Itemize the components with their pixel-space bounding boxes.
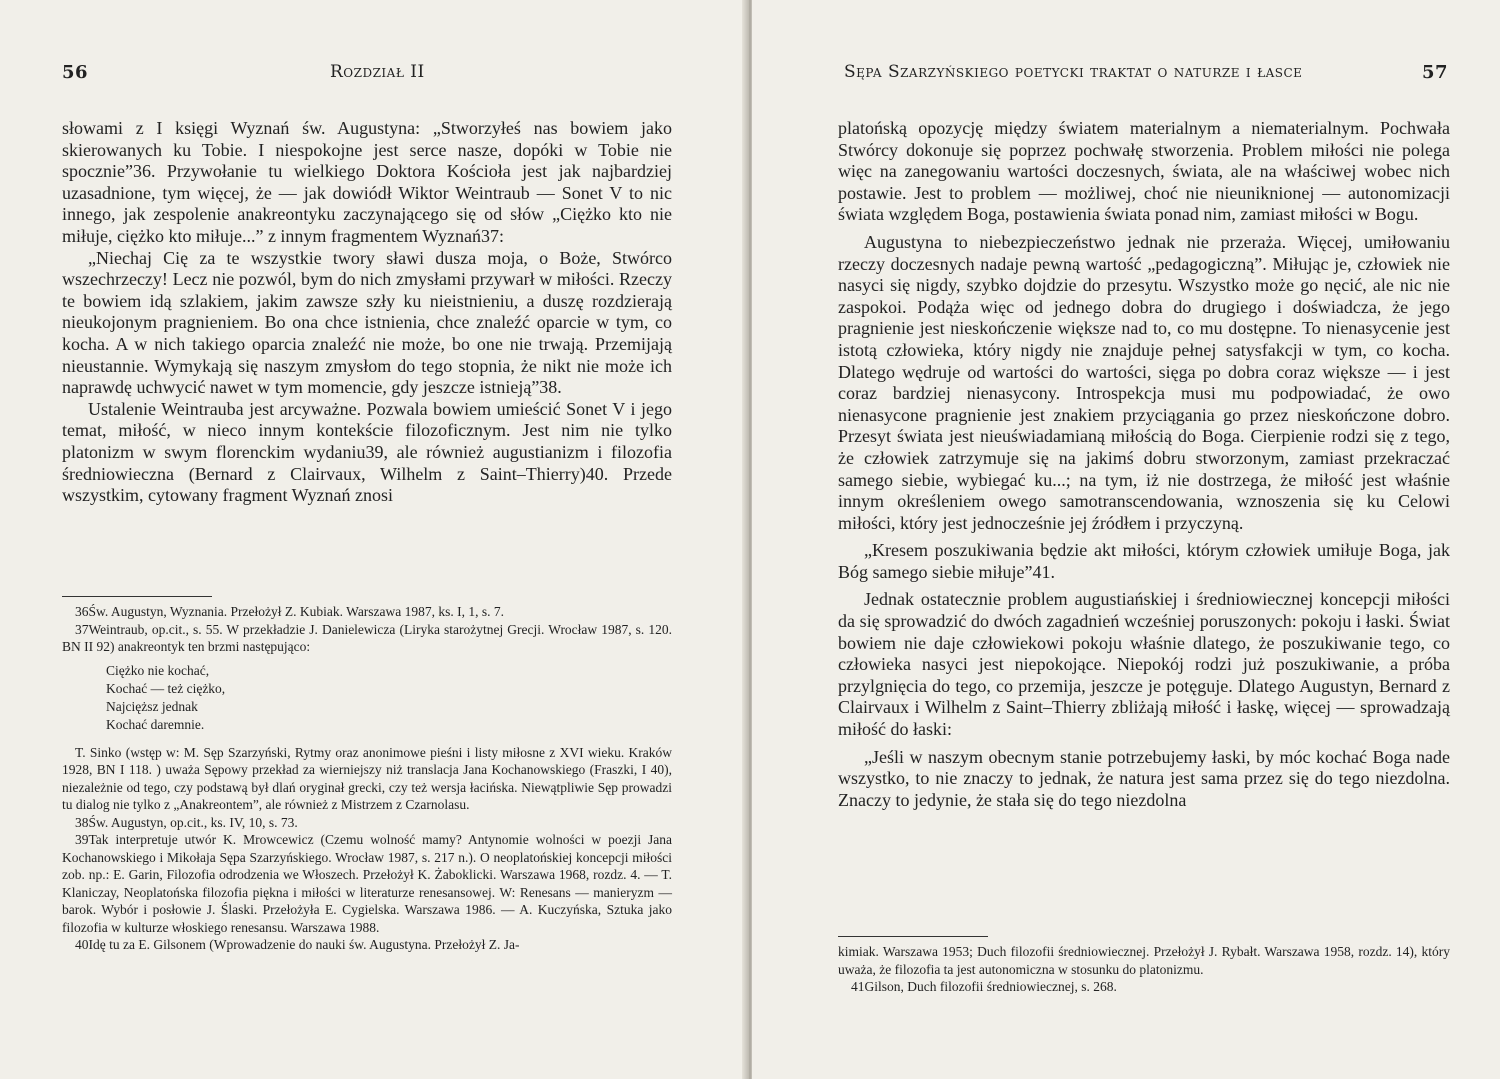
right-page-number: 57 [1422, 62, 1449, 83]
right-paragraph-4: Jednak ostatecznie problem augustiańskiej i średniowiecznej koncepcji miłości da się sprowadzić do dwóch zagadnień wcześniej poruszonych: pokoju i łaski. Świat bowiem nie daje człowiekowi pokoju właśnie dlatego, że poszukiwanie tego, co człowieka nasyci jest niepokojące. Niepokój rodzi już poszukiwanie, a próba przylgnięcia do tego, co przemija, jeszcze je potęguje. Dlatego Augustyn, Bernard z Clairvaux i Wilhelm z Saint–Thierry zbliżają miłość i łaskę, więcej — sprowadzają miłość do łaski: [838, 589, 1450, 740]
left-running-title: Rozdział II [330, 62, 425, 82]
footnote-38: 38Św. Augustyn, op.cit., ks. IV, 10, s. 73. [75, 814, 298, 830]
verse-line: Kochać — też ciężko, [106, 680, 226, 696]
footnote-36: 36Św. Augustyn, Wyznania. Przełożył Z. Kubiak. Warszawa 1987, ks. I, 1, s. 7. [75, 604, 505, 619]
right-paragraph-1: platońską opozycję między światem materialnym a niematerialnym. Pochwała Stwórcy dokonuje się poprzez pochwałę stworzenia. Problem miłości nie polega więc na zanegowaniu wartości doczesnych, świata, ale na właściwej wobec nich postawie. Jest to problem — możliwej, choć nie nieuniknionej — autonomizacji świata względem Boga, postawienia świata ponad nim, zamiast miłości w Bogu. [838, 118, 1450, 225]
right-paragraph-3: „Kresem poszukiwania będzie akt miłości, którym człowiek umiłuje Boga, jak Bóg samego siebie miłuje”41. [838, 540, 1450, 582]
verse-block [106, 662, 672, 734]
footnote-37-continued: T. Sinko (wstęp w: M. Sęp Szarzyński, Rytmy oraz anonimowe pieśni i listy miłosne z XVI wieku. Kraków 1928, BN I 118. ) uważa Sępowy przekład za wierniejszy niż translacja Jana Kochanowskiego (Fraszki, I 40), niezależnie od tego, czy podstawą był dlań oryginał grecki, czy też wersja łacińska. Niewątpliwie Sęp prowadzi tu dialog nie tylko z „Anakreontem”, ale również z Mistrzem z Czarnolasu. [62, 744, 672, 812]
verse-line: Najcięższ jednak [106, 698, 198, 714]
footnote-40-continued: kimiak. Warszawa 1953; Duch filozofii średniowiecznej. Przełożył J. Rybałt. Warszawa 1958, rozdz. 14), który uważa, że filozofia ta jest autonomiczna w stosunku do platonizmu. [838, 944, 1450, 977]
left-page [0, 0, 748, 1079]
footnote-41: 41Gilson, Duch filozofii średniowiecznej, s. 268. [851, 979, 1117, 994]
left-running-head [62, 62, 672, 83]
footnote-rule [838, 936, 988, 937]
footnote-40: 40Idę tu za E. Gilsonem (Wprowadzenie do nauki św. Augustyna. Przełożył Z. Ja- [75, 937, 520, 952]
right-page [752, 0, 1500, 1079]
right-footnotes [838, 936, 1450, 996]
left-paragraph-1: słowami z I księgi Wyznań św. Augustyna: „Stworzyłeś nas bowiem jako skierowanych ku Tobie. I niespokojne jest serce nasze, dopóki w Tobie nie spocznie”36. Przywołanie tu wielkiego Doktora Kościoła jest jak najbardziej uzasadnione, tym więcej, że — jak dowiódł Wiktor Weintraub — Sonet V to nic innego, jak zespolenie anakreontyku zaczynającego się od słów „Ciężko kto nie miłuje, ciężko kto miłuje...” z innym fragmentem Wyznań37: [62, 118, 672, 246]
left-page-number: 56 [62, 62, 89, 83]
left-paragraph-2: „Niechaj Cię za te wszystkie twory sławi dusza moja, o Boże, Stwórco wszechrzeczy! Lecz nie pozwól, bym do nich zmysłami przywarł w miłości. Rzeczy te bowiem idą szlakiem, jakim zawsze szły ku nieistnieniu, a duszę rozdzierają nieukojonym pragnieniem. Bo ona chce istnienia, chce znaleźć oparcie w tym, co kocha. A w nich takiego oparcia znaleźć nie może, bo one nie trwają. Przemijają nieustannie. Wymykają się naszym zmysłom do tego stopnia, że nikt nie może ich naprawdę uchwycić nawet w tym momencie, gdy jeszcze istnieją”38. [62, 247, 672, 398]
footnote-rule [62, 596, 212, 597]
left-footnotes [62, 596, 672, 954]
right-paragraph-5: „Jeśli w naszym obecnym stanie potrzebujemy łaski, by móc kochać Boga nade wszystko, to nie znaczy to jednak, że natura jest sama przez się do tego niezdolna. Znaczy to jedynie, że stała się do tego niezdolna [838, 746, 1450, 810]
left-paragraph-3: Ustalenie Weintrauba jest arcyważne. Pozwala bowiem umieścić Sonet V i jego temat, miłość, w nieco innym kontekście filozoficznym. Jest nim nie tylko platonizm w swym florenckim wydaniu39, ale również augustianizm i filozofia średniowieczna (Bernard z Clairvaux, Wilhelm z Saint–Thierry)40. Przede wszystkim, cytowany fragment Wyznań znosi [62, 398, 672, 506]
right-body-text [838, 118, 1450, 811]
footnote-37: 37Weintraub, op.cit., s. 55. W przekładzie J. Danielewicza (Liryka starożytnej Grecji. Wrocław 1987, s. 120. BN II 92) anakreontyk ten brzmi następująco: [62, 621, 672, 654]
right-paragraph-2: Augustyna to niebezpieczeństwo jednak nie przeraża. Więcej, umiłowaniu rzeczy doczesnych nadaje pewną wartość „pedagogiczną”. Miłując je, człowiek nie nasyci się nigdy, szybko dojdzie do przesytu. Wszystko może go nęcić, ale nic nie zaspokoi. Podąża więc od jednego dobra do drugiego i doświadcza, że jego pragnienie jest nieskończenie większe nad to, co mu dostępne. To nienasycenie jest istotą człowieka, który nigdy nie znajduje pełnej satysfakcji w tym, co kocha. Dlatego wędruje od wartości do wartości, sięga po dobra coraz większe — i jest coraz bardziej nienasycony. Introspekcja musi mu podpowiadać, że owo nienasycone pragnienie jest znakiem przyciągania go przez nieskończone dobro. Przesyt świata jest nieuświadamianą miłością do Boga. Cierpienie rodzi się z tego, że człowiek zatrzymuje się na jakimś dobru stworzonym, zamiast przekraczać samego siebie, wybiegać ku...; na tym, iż nie dostrzega, że miłość jest właśnie innym określeniem owego samotranscendowania, wznoszenia się ku Celowi miłości, który jest jednocześnie jej źródłem i przyczyną. [838, 231, 1450, 533]
left-body-text [62, 118, 672, 507]
verse-line: Kochać daremnie. [106, 716, 205, 732]
right-running-title: Sępa Szarzyńskiego poetycki traktat o naturze i łasce [844, 62, 1303, 82]
footnote-39: 39Tak interpretuje utwór K. Mrowcewicz (Czemu wolność mamy? Antynomie wolności w poezji Jana Kochanowskiego i Mikołaja Sępa Szarzyńskiego. Wrocław 1987, s. 217 n.). O neoplatońskiej koncepcji miłości zob. np.: E. Garin, Filozofia odrodzenia we Włoszech. Przełożył K. Żaboklicki. Warszawa 1968, rozdz. 4. — T. Klaniczay, Neoplatońska filozofia piękna i miłości w literaturze renesansowej. W: Renesans — manieryzm — barok. Wybór i posłowie J. Ślaski. Przełożyła E. Cygielska. Warszawa 1986. — A. Kuczyńska, Sztuka jako filozofia w kulturze włoskiego renesansu. Warszawa 1988. [62, 832, 672, 935]
verse-line: Ciężko nie kochać, [106, 662, 210, 678]
